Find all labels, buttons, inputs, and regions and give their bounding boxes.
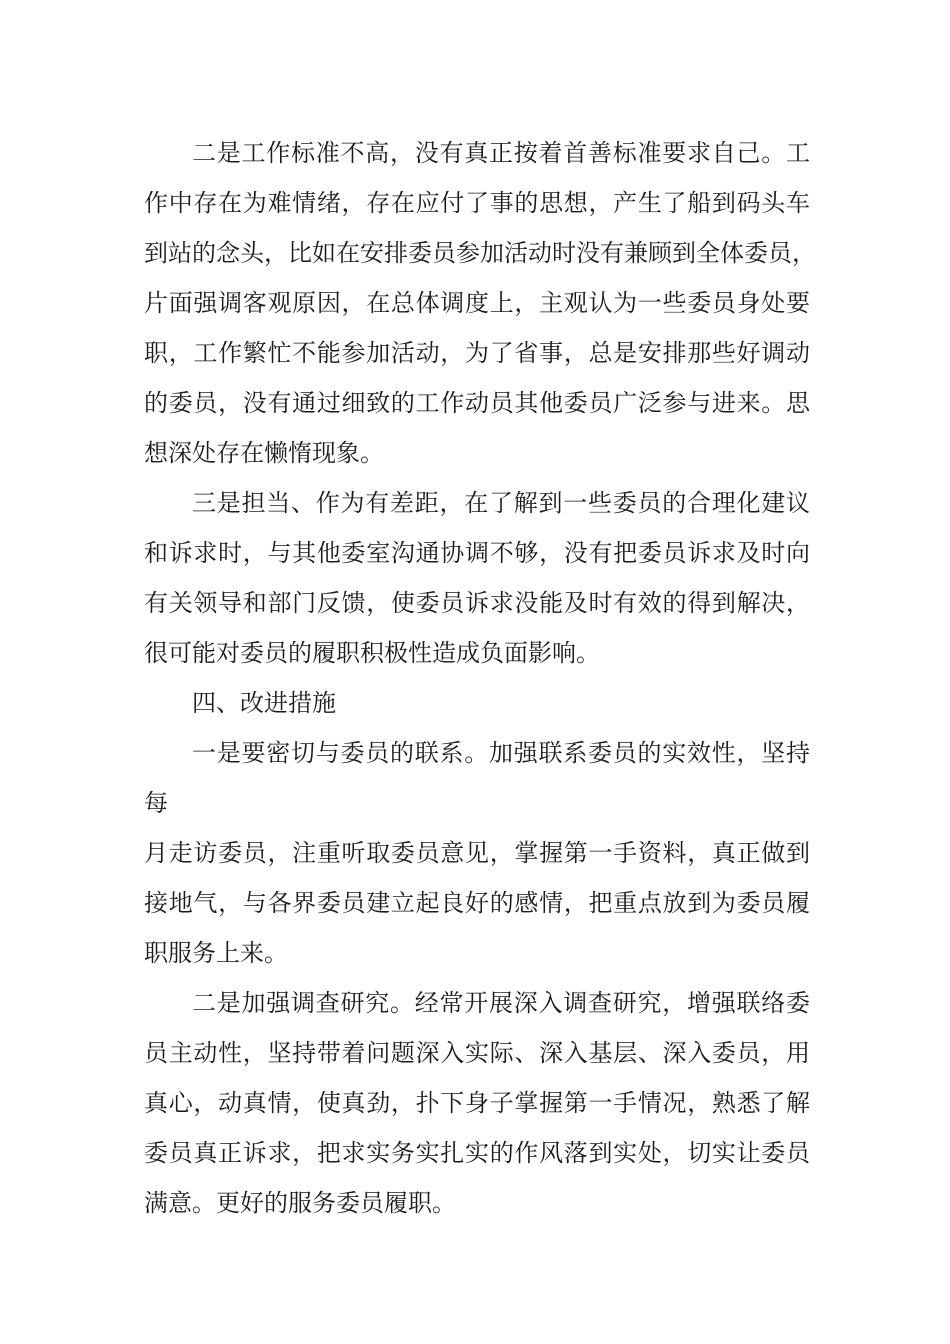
text-line: 片面强调客观原因，在总体调度上，主观认为一些委员身处要 <box>144 289 810 317</box>
text-line: 满意。更好的服务委员履职。 <box>144 1189 456 1217</box>
text-line: 和诉求时，与其他委室沟通协调不够，没有把委员诉求及时向 <box>144 539 810 567</box>
text-line: 职，工作繁忙不能参加活动，为了省事，总是安排那些好调动 <box>144 339 810 367</box>
text-line: 委员真正诉求，把求实务实扎实的作风落到实处，切实让委员 <box>144 1139 810 1167</box>
text-line: 员主动性，坚持带着问题深入实际、深入基层、深入委员，用 <box>144 1039 810 1067</box>
text-line: 职服务上来。 <box>144 939 288 967</box>
text-line: 想深处存在懒惰现象。 <box>144 439 384 467</box>
text-line: 接地气，与各界委员建立起良好的感情，把重点放到为委员履 <box>144 889 810 917</box>
text-line: 一是要密切与委员的联系。加强联系委员的实效性，坚持 <box>192 739 810 767</box>
document-body <box>144 128 816 1228</box>
text-line: 二是加强调查研究。经常开展深入调查研究，增强联络委 <box>192 989 810 1017</box>
text-line: 的委员，没有通过细致的工作动员其他委员广泛参与进来。思 <box>144 389 810 417</box>
text-line: 作中存在为难情绪，存在应付了事的思想，产生了船到码头车 <box>144 189 810 217</box>
text-line: 每 <box>144 789 168 817</box>
text-line: 很可能对委员的履职积极性造成负面影响。 <box>144 639 600 667</box>
text-line: 二是工作标准不高，没有真正按着首善标准要求自己。工 <box>192 139 810 167</box>
text-line: 有关领导和部门反馈，使委员诉求没能及时有效的得到解决， <box>144 589 810 617</box>
section-heading: 四、改进措施 <box>192 689 336 717</box>
text-line: 三是担当、作为有差距，在了解到一些委员的合理化建议 <box>192 489 810 517</box>
text-line: 月走访委员，注重听取委员意见，掌握第一手资料，真正做到 <box>144 839 810 867</box>
text-line: 真心，动真情，使真劲，扑下身子掌握第一手情况，熟悉了解 <box>144 1089 810 1117</box>
text-line: 到站的念头，比如在安排委员参加活动时没有兼顾到全体委员， <box>144 239 816 267</box>
